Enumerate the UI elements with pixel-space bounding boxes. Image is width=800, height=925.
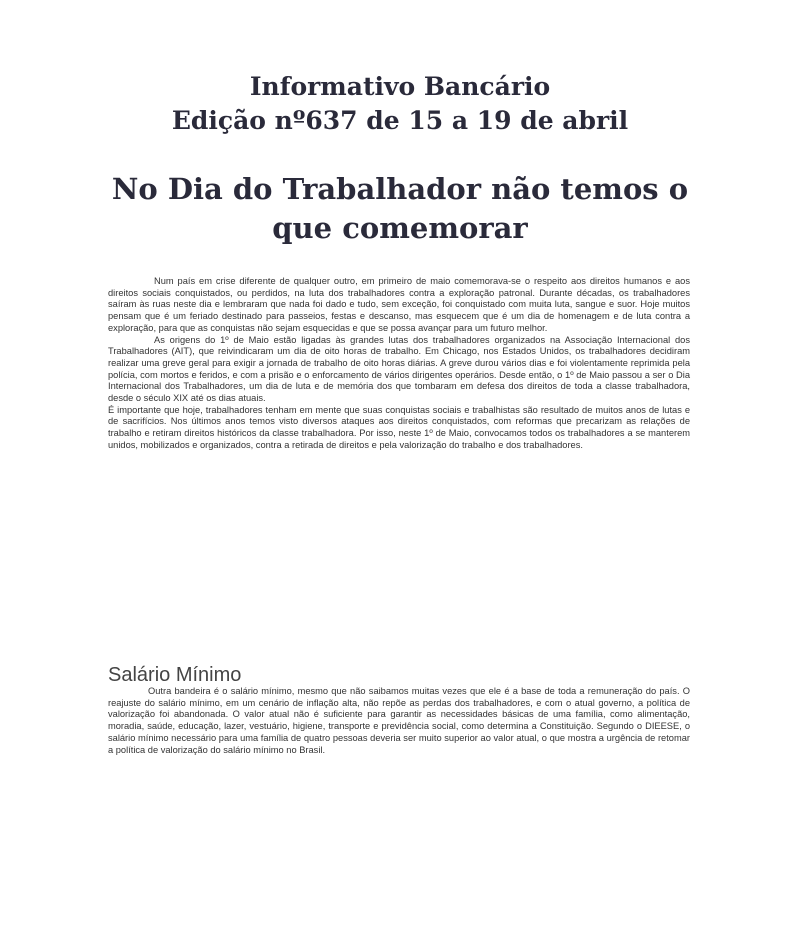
masthead (0, 70, 800, 138)
section-heading: Salário Mínimo (108, 664, 242, 686)
article-headline: No Dia do Trabalhador não temos o que comemorar (111, 172, 689, 245)
section-body (108, 686, 690, 756)
article-paragraph: É importante que hoje, trabalhadores tenham em mente que suas conquistas sociais e trabalhistas são resultado de muitos anos de lutas e de sacrifícios. Nos últimos anos temos visto diversos ataques aos direitos conquistados, com reformas que precarizam as relações de trabalho e retiram direitos históricos da classe trabalhadora. Por isso, neste 1º de Maio, convocamos todos os trabalhadores a se manterem unidos, mobilizados e organizados, contra a retirada de direitos e pela valorização do trabalho e dos trabalhadores. (108, 404, 690, 450)
article-paragraph: As origens do 1º de Maio estão ligadas às grandes lutas dos trabalhadores organizados na Associação Internacional dos Trabalhadores (AIT), que reivindicaram um dia de oito horas de trabalho. Em Chicago, nos Estados Unidos, os trabalhadores decidiram realizar uma greve geral para exigir a jornada de trabalho de oito horas diárias. A greve durou vários dias e foi violentamente reprimida pela polícia, com mortos e feridos, e com a prisão e o enforcamento de vários dirigentes operários. Desde então, o 1º de Maio passou a ser o Dia Internacional dos Trabalhadores, um dia de luta e de memória dos que tombaram em defesa dos direitos de toda a classe trabalhadora, desde o século XIX até os dias atuais. (108, 334, 690, 404)
section-paragraph: Outra bandeira é o salário mínimo, mesmo que não saibamos muitas vezes que ele é a base de toda a remuneração do país. O reajuste do salário mínimo, em um cenário de inflação alta, não repõe as perdas dos trabalhadores, e com o atual governo, a política de valorização foi abandonada. O valor atual não é suficiente para garantir as necessidades básicas de uma família, como alimentação, moradia, saúde, educação, lazer, vestuário, higiene, transporte e previdência social, como determina a Constituição. Segundo o DIEESE, o salário mínimo necessário para uma família de quatro pessoas deveria ser muito superior ao valor atual, o que mostra a urgência de retomar a política de valorização do salário mínimo no Brasil. (108, 686, 690, 755)
article-body (108, 276, 690, 452)
edition-info: Edição nº637 de 15 a 19 de abril (171, 106, 629, 135)
article-paragraph: Num país em crise diferente de qualquer outro, em primeiro de maio comemorava-se o respeito aos direitos humanos e aos direitos sociais conquistados, ou perdidos, na luta dos trabalhadores contra a exploração patronal. Durante décadas, os trabalhadores saíram às ruas neste dia e lembraram que nada foi dado e tudo, sem exceção, foi conquistado com muita luta, sangue e suor. Hoje muitos pensam que é um feriado destinado para passeios, festas e descanso, mas esquecem que é um dia de homenagem e de luta contra a exploração, para que as conquistas não sejam esquecidas e que se possa avançar para um futuro melhor. (108, 276, 690, 333)
publication-title: Informativo Bancário (249, 72, 551, 101)
